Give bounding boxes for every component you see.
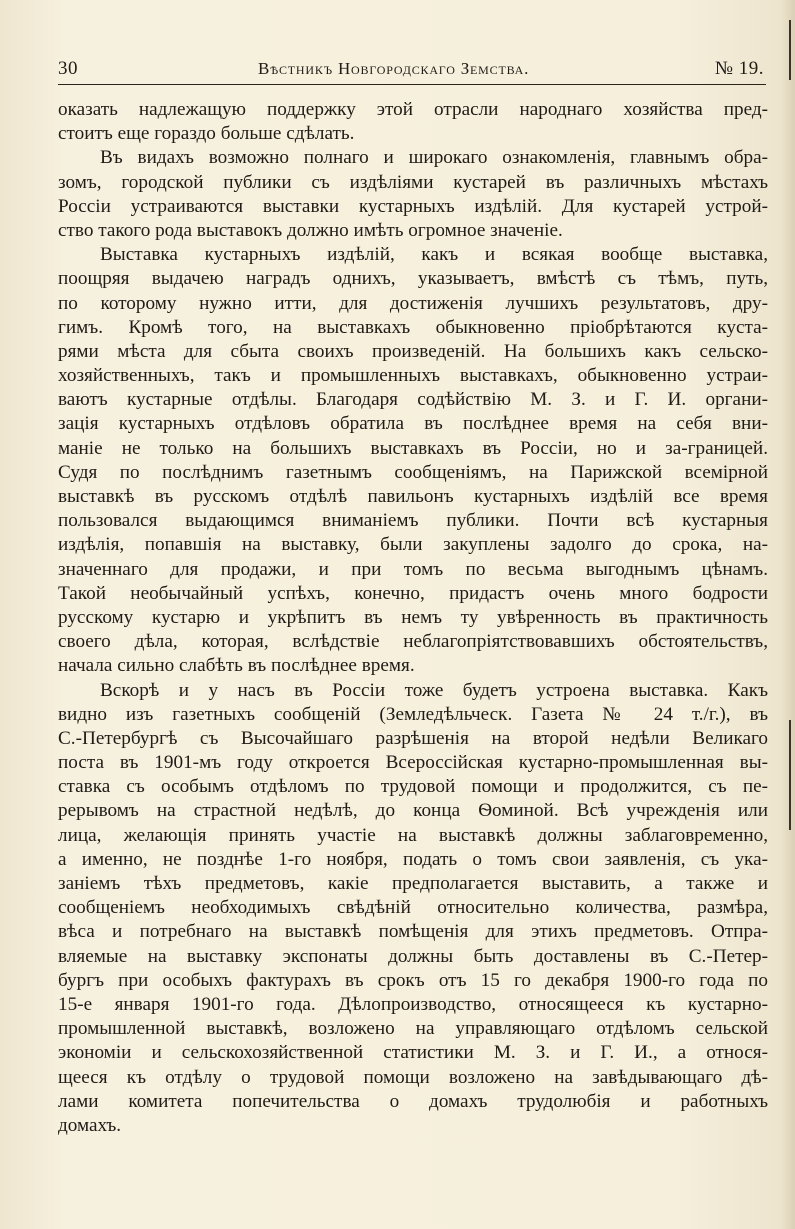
text-line: поста въ 1901-мъ году откроется Всероссійская кустарно-промышленная вы- xyxy=(58,752,768,774)
text-line: 15-е января 1901-го года. Дѣлопроизводство, относящееся къ кустарно- xyxy=(58,993,768,1015)
paragraph xyxy=(58,98,768,146)
text-line: Въ видахъ возможно полнаго и широкаго ознакомленія, главнымъ обра- xyxy=(100,147,768,169)
page-edge-shadow xyxy=(781,0,795,1229)
text-line: сообщеніемъ необходимыхъ свѣдѣній относительно количества, размѣра, xyxy=(58,897,768,919)
text-line: С.-Петербургѣ съ Высочайшаго разрѣшенія на второй недѣли Великаго xyxy=(58,727,768,749)
text-line: ставка съ особымъ отдѣломъ по трудовой помощи и продолжится, съ пе- xyxy=(58,776,768,798)
text-line: ство такого рода выставокъ должно имѣть огромное значеніе. xyxy=(58,219,563,241)
text-line: по которому нужно итти, для достиженія лучшихъ результатовъ, дру- xyxy=(58,292,768,314)
page-spine-mark xyxy=(789,20,791,80)
text-line: зація кустарныхъ отдѣловъ обратила въ послѣднее время на себя вни- xyxy=(58,413,768,435)
article-body xyxy=(58,98,768,1138)
text-line: издѣлія, попавшія на выставку, были закуплены задолго до срока, на- xyxy=(58,534,768,556)
text-line: поощряя выдачею наградъ однихъ, указываетъ, вмѣстѣ съ тѣмъ, путь, xyxy=(58,268,768,290)
text-line: а именно, не позднѣе 1-го ноября, подать о томъ свои заявленія, съ ука- xyxy=(58,848,768,870)
text-line: лами комитета попечительства о домахъ трудолюбія и работныхъ xyxy=(58,1090,768,1112)
text-line: Выставка кустарныхъ издѣлій, какъ и всякая вообще выставка, xyxy=(100,244,768,266)
issue-number: № 19. xyxy=(714,58,764,79)
text-line: видно изъ газетныхъ сообщеній (Земледѣльческ. Газета № 24 т./г.), въ xyxy=(58,703,768,725)
page-number: 30 xyxy=(58,58,78,79)
text-line: начала сильно слабѣть въ послѣднее время. xyxy=(58,655,415,677)
text-line: пользовался выдающимся вниманіемъ публики. Почти всѣ кустарныя xyxy=(58,510,768,532)
text-line: заніемъ тѣхъ предметовъ, какіе предполагается выставить, а также и xyxy=(58,873,768,894)
text-line: стоитъ еще гораздо больше сдѣлать. xyxy=(58,123,355,145)
text-line: щееся къ отдѣлу о трудовой помощи возложено на завѣдывающаго дѣ- xyxy=(58,1066,768,1088)
text-line: Судя по послѣднимъ газетнымъ сообщеніямъ, на Парижской всемірной xyxy=(58,461,768,483)
paragraph xyxy=(58,679,768,1139)
text-line: лица, желающія принять участіе на выставкѣ должны заблаговременно, xyxy=(58,824,768,846)
text-line: выставкѣ въ русскомъ отдѣлѣ павильонъ кустарныхъ издѣлій все время xyxy=(58,486,768,507)
text-line: рями мѣста для сбыта своихъ произведеній. На большихъ какъ сельско- xyxy=(58,340,768,362)
page-spine-mark xyxy=(789,720,791,830)
text-line: вѣса и потребнаго на выставкѣ помѣщенія для этихъ предметовъ. Отпра- xyxy=(58,921,768,943)
running-header xyxy=(58,58,766,85)
text-line: оказать надлежащую поддержку этой отрасли народнаго хозяйства пред- xyxy=(58,99,768,120)
text-line: домахъ. xyxy=(58,1114,122,1136)
text-line: Россіи устраиваются выставки кустарныхъ издѣлій. Для кустарей устрой- xyxy=(58,195,768,217)
text-line: ваютъ кустарные отдѣлы. Благодаря содѣйствію М. З. и Г. И. органи- xyxy=(58,389,768,411)
text-line: зомъ, городской публики съ издѣліями кустарей въ различныхъ мѣстахъ xyxy=(58,171,768,193)
text-line: бургъ при особыхъ фактурахъ въ срокъ отъ 15 го декабря 1900-го года по xyxy=(58,969,768,991)
text-line: значеннаго для продажи, и при томъ по весьма выгоднымъ цѣнамъ. xyxy=(58,558,768,580)
text-line: вляемые на выставку экспонаты должны быть доставлены въ С.-Петер- xyxy=(58,945,768,967)
text-line: Такой необычайный успѣхъ, конечно, придастъ очень много бодрости xyxy=(58,582,768,604)
paragraph xyxy=(58,243,768,678)
journal-title: Вѣстникъ Новгородскаго Земства. xyxy=(258,59,530,78)
text-line: экономіи и сельскохозяйственной статистики М. З. и Г. И., а относя- xyxy=(58,1042,768,1064)
text-line: русскому кустарю и укрѣпитъ въ немъ ту увѣренность въ практичность xyxy=(58,606,768,628)
text-line: рерывомъ на страстной недѣлѣ, до конца Ѳоминой. Всѣ учрежденія или xyxy=(58,800,768,822)
text-line: своего дѣла, которая, вслѣдствіе неблагопріятствовавшихъ обстоятельствъ, xyxy=(58,631,768,653)
text-line: гимъ. Кромѣ того, на выставкахъ обыкновенно пріобрѣтаются куста- xyxy=(58,316,768,338)
paragraph xyxy=(58,146,768,243)
text-line: маніе не только на большихъ выставкахъ въ Россіи, но и за-границей. xyxy=(58,437,768,459)
text-line: промышленной выставкѣ, возложено на управляющаго отдѣломъ сельской xyxy=(58,1018,768,1040)
text-line: хозяйственныхъ, такъ и промышленныхъ выставкахъ, обыкновенно устраи- xyxy=(58,365,768,387)
text-line: Вскорѣ и у насъ въ Россіи тоже будетъ устроена выставка. Какъ xyxy=(100,679,768,701)
